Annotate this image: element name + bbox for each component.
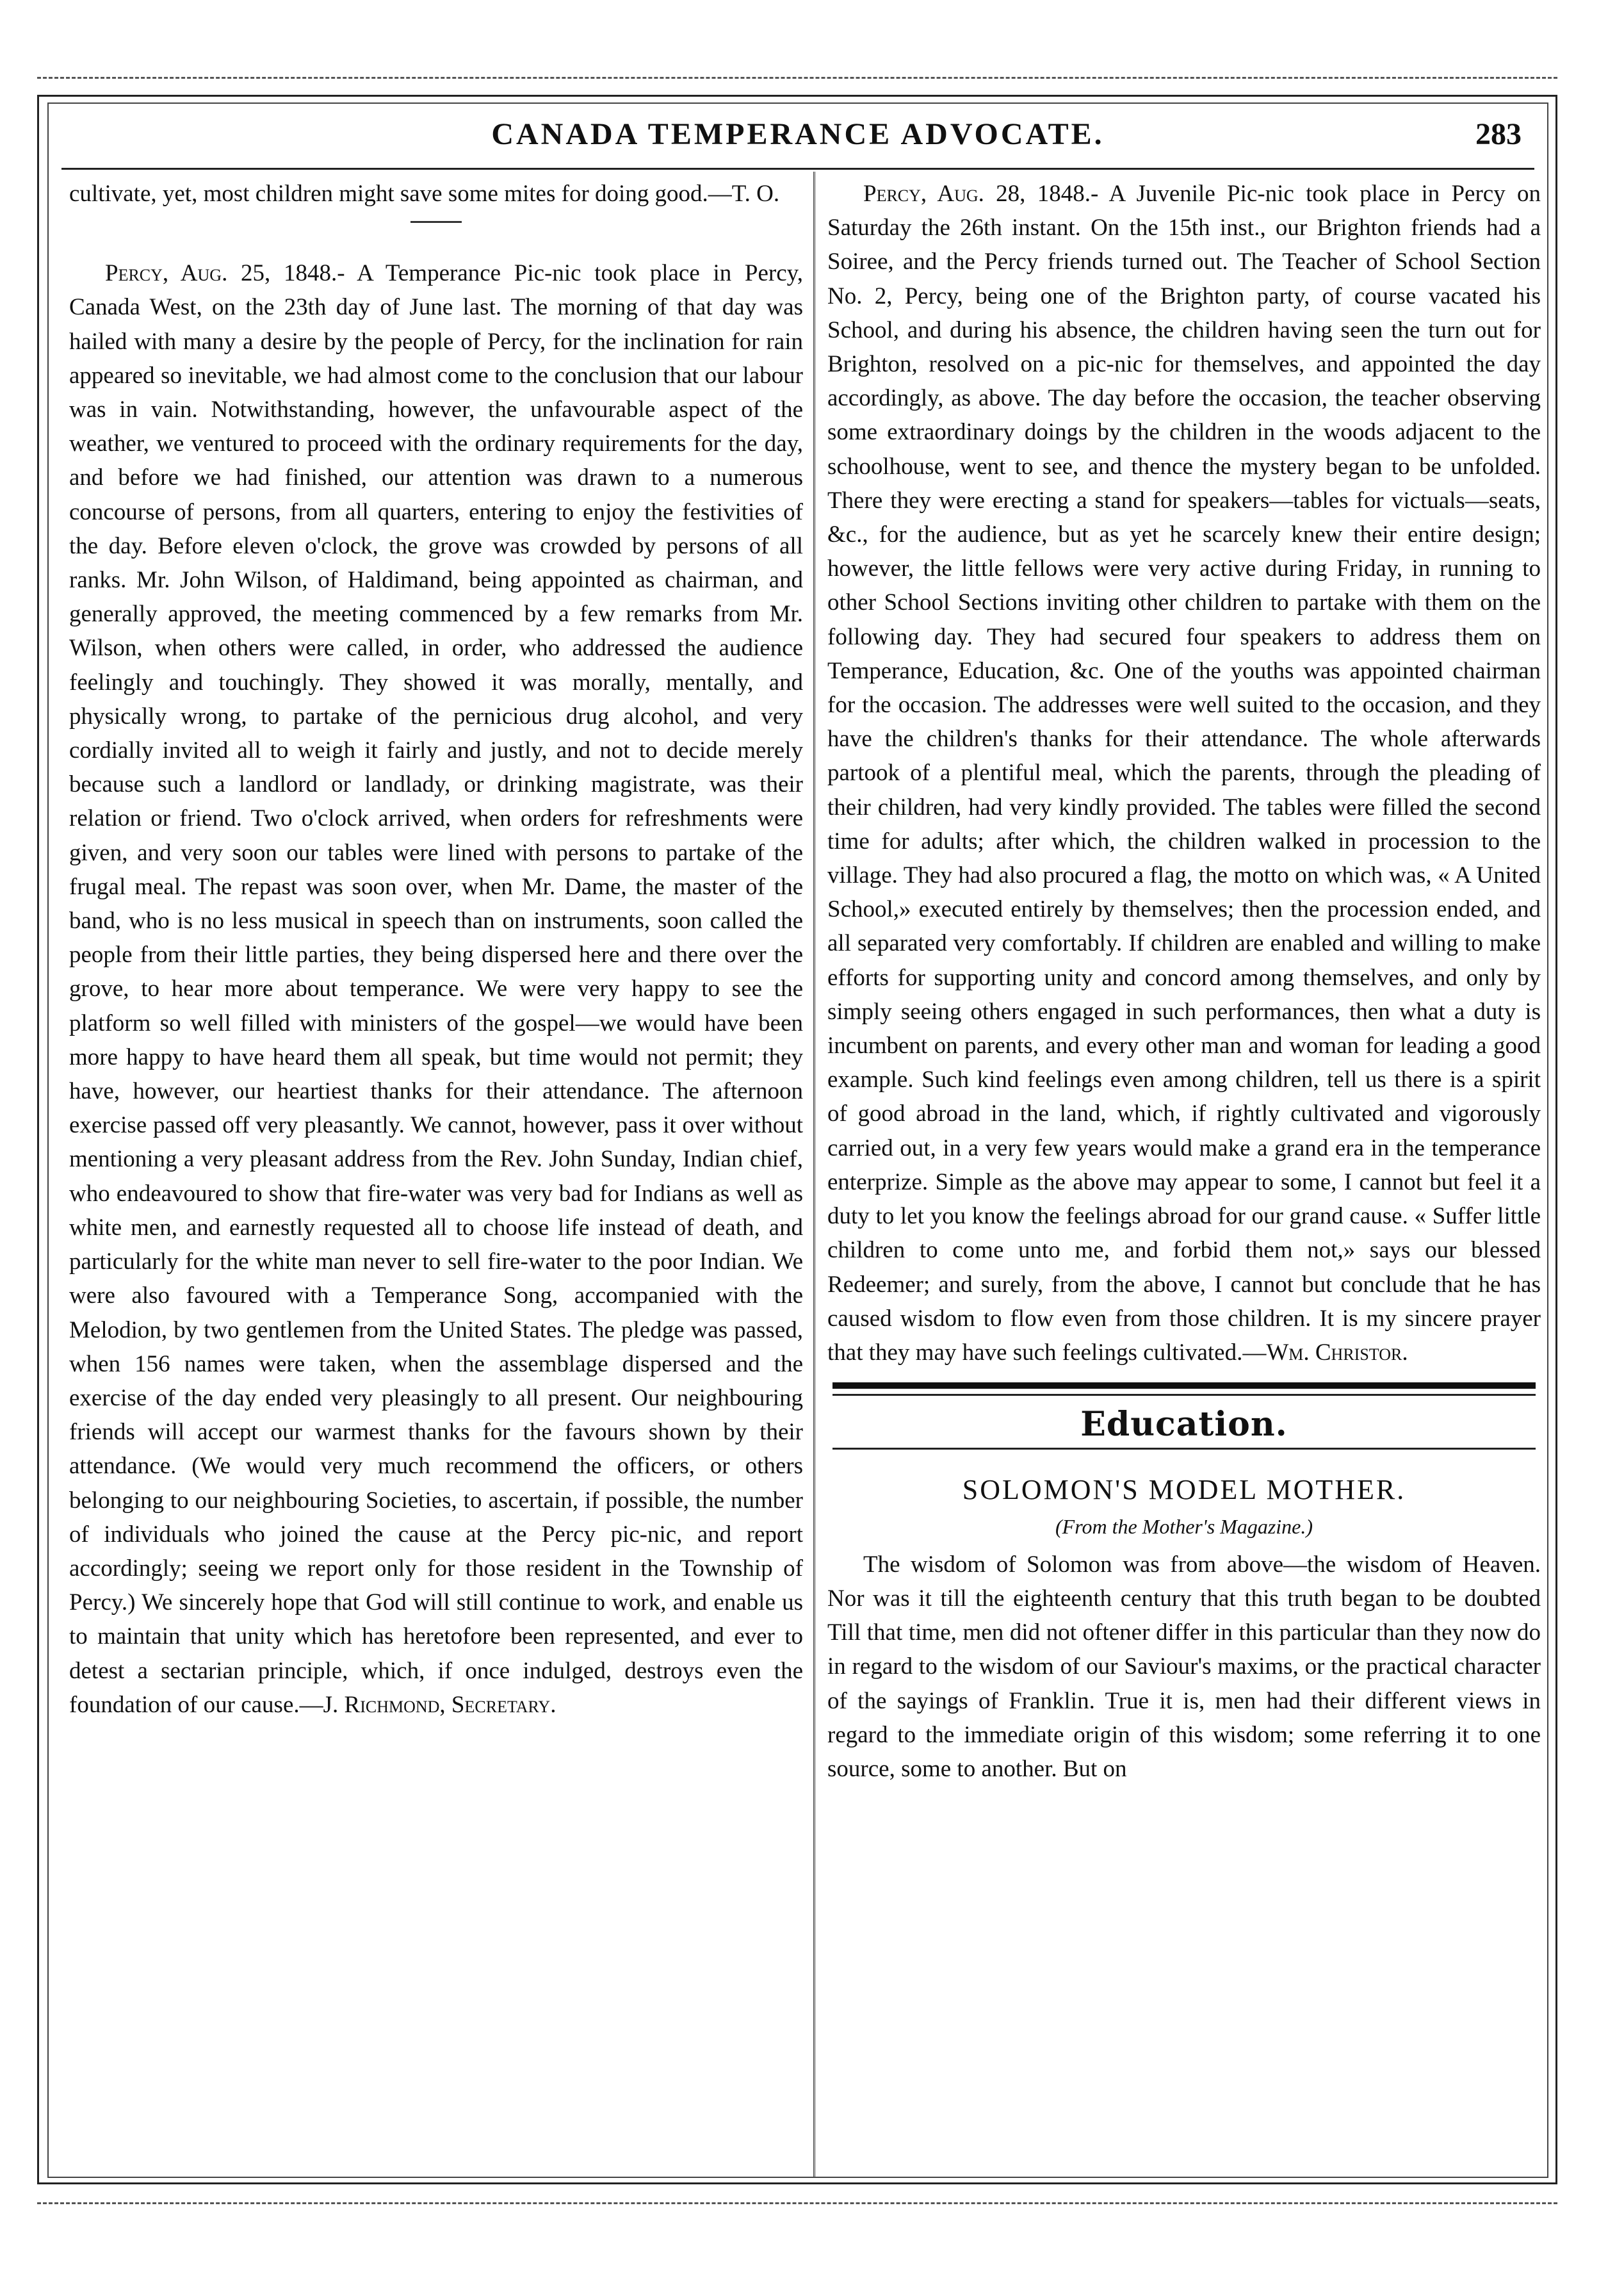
section-heading-education: Education. [1080,1405,1288,1444]
header-rule [61,168,1534,170]
top-decorative-rule [37,77,1557,79]
bottom-decorative-rule [37,2202,1557,2204]
section-thin-rule [832,1394,1536,1396]
article-dateline: Percy, Aug. 25, 1848. [105,260,337,287]
right-column [827,177,1541,1786]
publication-title: CANADA TEMPERANCE ADVOCATE. [491,117,1105,151]
article-signature: —Wm. Christor. [1242,1339,1408,1366]
short-separator [410,221,462,223]
article-juvenile-picnic [827,177,1541,1370]
page-number: 283 [1475,117,1522,151]
article-signature: —J. Richmond, Secretary. [299,1691,556,1718]
article-dateline: Percy, Aug. 28, 1848. [863,181,1091,207]
intro-paragraph: cultivate, yet, most children might save some mites for doing good.—T. O. [69,181,780,207]
article-body: - A Juvenile Pic-nic took place in Percy on Saturday the 26th instant. On the 15th inst., our Brighton friends had a Soiree, and the Percy friends turned out. The Teacher of School Section No. 2, Percy, being one of the Brighton party, of course vacated his School, and during his absence, the children having seen the turn out for Brighton, resolved on a pic-nic for themselves, and appointed the day accordingly, as above. The day before the occasion, the teacher observing some extraordinary doings by the children in the woods adjacent to the schoolhouse, went to see, and thence the mystery began to be unfolded. There they were erecting a stand for speakers—tables for victuals—seats, &c., for the audience, but as yet he scarcely knew their entire design; however, the little fellows were very active during Friday, in running to other School Sections inviting other children to partake with them on the following day. They had secured four speakers to address them on Temperance, Education, &c. One of the youths was appointed chairman for the occasion. The addresses were well suited to the occasion, and they have the children's thanks for their attendance. The whole afterwards partook of a plentiful meal, which the parents, through the pleading of their children, had very kindly provided. The tables were filled the second time for adults; after which, the children walked in procession to the village. They had also procured a flag, the motto on which was, « A United School,» executed entirely by themselves; then the procession ended, and all separated very comfortably. If children are enabled and willing to make efforts for supporting unity and concord among themselves, and only by simply seeing others engaged in such performances, then what a duty is incumbent on parents, and every other man and woman for leading a good example. Such kind feelings even among children, tell us there is a spirit of good abroad in the land, which, if rightly cultivated and vigorously carried out, in a very few years would make a grand era in the temperance enterprize. Simple as the above may appear to some, I cannot but feel it a duty to let you know the feelings abroad for our grand cause. « Suffer little children to come unto me, and forbid them not,» says our blessed Redeemer; and surely, from the above, I cannot but conclude that he has caused wisdom to flow even from those children. It is my sincere prayer that they may have such feelings cultivated. [827,181,1541,1366]
article-percy-picnic [69,256,803,1722]
article-source: (From the Mother's Magazine.) [1055,1514,1313,1538]
column-divider [813,172,815,2177]
section-thick-rule [832,1382,1536,1389]
article-title: SOLOMON'S MODEL MOTHER. [962,1474,1406,1506]
page-header [61,108,1534,163]
article-body-solomon: The wisdom of Solomon was from above—the wisdom of Heaven. Nor was it till the eighteenth century that this truth began to be doubted Till that time, men did not oftener differ in this particular than they now do in regard to the wisdom of our Saviour's maxims, or the practical character of the sayings of Franklin. True it is, men had their different views in regard to the immediate origin of this wisdom; some referring it to one source, some to another. But on [827,1551,1541,1782]
section-heading-underline [832,1448,1536,1450]
article-body: - A Temperance Pic-nic took place in Percy, Canada West, on the 23th day of June last. The morning of that day was hailed with many a desire by the people of Percy, for the inclination for rain appeared so inevitable, we had almost come to the conclusion that our labour was in vain. Notwithstanding, however, the unfavourable aspect of the weather, we ventured to proceed with the ordinary requirements for the day, and before we had finished, our attention was drawn to a numerous concourse of persons, from all quarters, entering to enjoy the festivities of the day. Before eleven o'clock, the grove was crowded by persons of all ranks. Mr. John Wilson, of Haldimand, being appointed as chairman, and generally approved, the meeting commenced by a few remarks from Mr. Wilson, when others were called, in order, who addressed the audience feelingly and touchingly. They showed it was morally, mentally, and physically wrong, to partake of the pernicious drug alcohol, and very cordially invited all to weigh it fairly and justly, and not to decide merely because such a landlord or landlady, or drinking magistrate, was their relation or friend. Two o'clock arrived, when orders for refreshments were given, and very soon our tables were lined with persons to partake of the frugal meal. The repast was soon over, when Mr. Dame, the master of the band, who is no less musical in speech than on instruments, soon called the people from their little parties, they being dispersed here and there over the grove, to hear more about temperance. We were very happy to see the platform so well filled with ministers of the gospel—we would have been more happy to have heard them all speak, but time would not permit; they have, however, our heartiest thanks for their attendance. The afternoon exercise passed off very pleasantly. We cannot, however, pass it over without mentioning a very pleasant address from the Rev. John Sunday, Indian chief, who endeavoured to show that fire-water was very bad for Indians as well as white men, and earnestly requested all to choose life instead of death, and particularly for the white man never to sell fire-water to the poor Indian. We were also favoured with a Temperance Song, accompanied with the Melodion, by two gentlemen from the United States. The pledge was passed, when 156 names were taken, when the assemblage dispersed and the exercise of the day ended very pleasingly to all present. Our neighbouring friends will accept our warmest thanks for the favours shown by their attendance. (We would very much recommend the officers, or others belonging to our neighbouring Societies, to ascertain, if possible, the number of individuals who joined the cause at the Percy pic-nic, and report accordingly; seeing we report only for those resident in the Township of Percy.) We sincerely hope that God will still continue to work, and enable us to maintain that unity which has heretofore been represented, and ever to detest a sectarian principle, which, if once indulged, destroys even the foundation of our cause. [69,260,803,1718]
left-column [69,177,803,1722]
